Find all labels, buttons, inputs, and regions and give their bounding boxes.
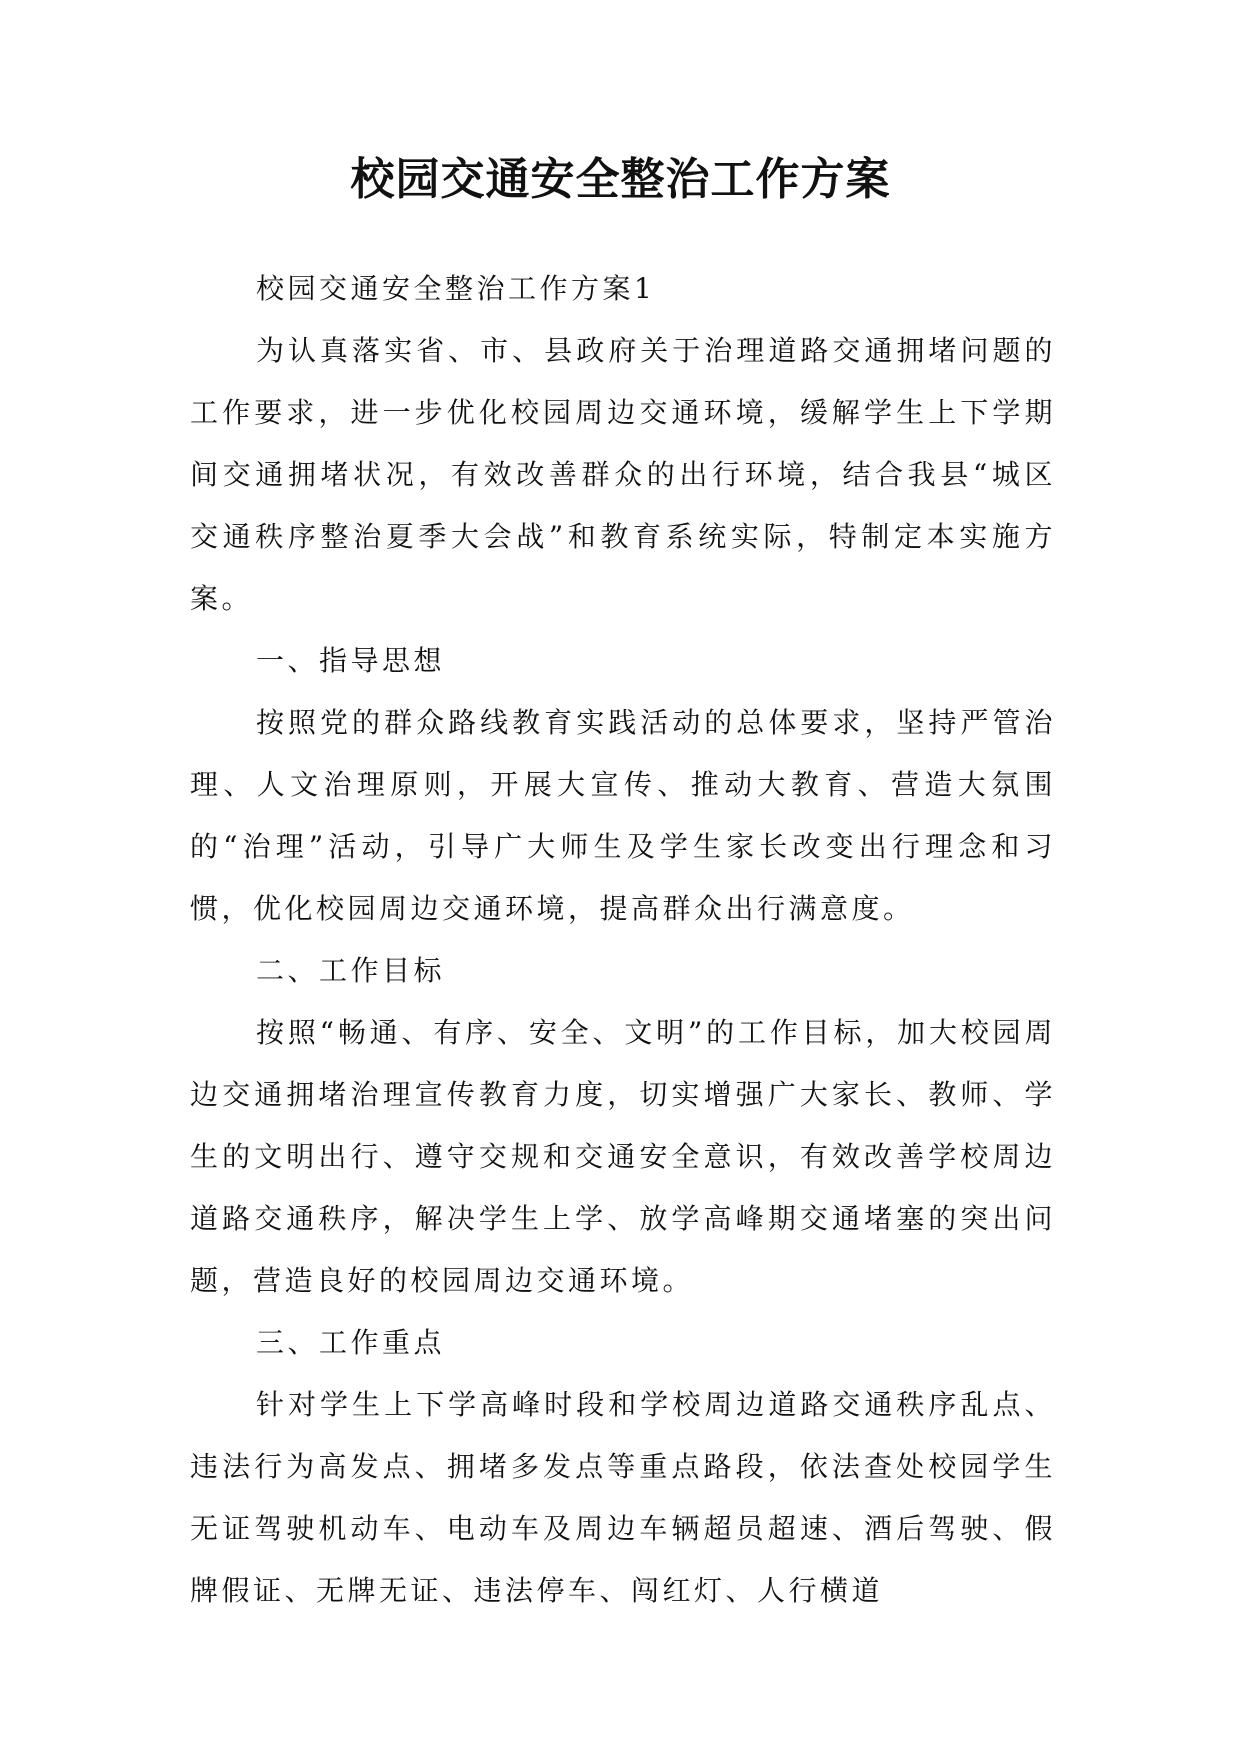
work-focus-paragraph: 针对学生上下学高峰时段和学校周边道路交通秩序乱点、违法行为高发点、拥堵多发点等重点路段，依法查处校园学生无证驾驶机动车、电动车及周边车辆超员超速、酒后驾驶、假牌假证、无牌无证、违法停车、闯红灯、人行横道 xyxy=(190,1388,1056,1607)
section-heading-work-goals: 二、工作目标 xyxy=(256,954,446,987)
intro-paragraph: 为认真落实省、市、县政府关于治理道路交通拥堵问题的工作要求，进一步优化校园周边交通环境，缓解学生上下学期间交通拥堵状况，有效改善群众的出行环境，结合我县“城区交通秩序整治夏季大会战”和教育系统实际，特制定本实施方案。 xyxy=(190,334,1056,615)
work-goals-paragraph: 按照“畅通、有序、安全、文明”的工作目标，加大校园周边交通拥堵治理宣传教育力度，切实增强广大家长、教师、学生的文明出行、遵守交规和交通安全意识，有效改善学校周边道路交通秩序，解决学生上学、放学高峰期交通堵塞的突出问题，营造良好的校园周边交通环境。 xyxy=(190,1016,1056,1297)
document-body xyxy=(190,258,1056,1622)
section-heading-work-focus: 三、工作重点 xyxy=(256,1326,446,1359)
section-heading-guiding-thought: 一、指导思想 xyxy=(256,644,446,677)
document-title: 校园交通安全整治工作方案 xyxy=(350,154,891,205)
guiding-thought-paragraph: 按照党的群众路线教育实践活动的总体要求，坚持严管治理、人文治理原则，开展大宣传、推动大教育、营造大氛围的“治理”活动，引导广大师生及学生家长改变出行理念和习惯，优化校园周边交通环境，提高群众出行满意度。 xyxy=(190,706,1056,925)
section-heading-plan-1: 校园交通安全整治工作方案1 xyxy=(256,272,656,305)
